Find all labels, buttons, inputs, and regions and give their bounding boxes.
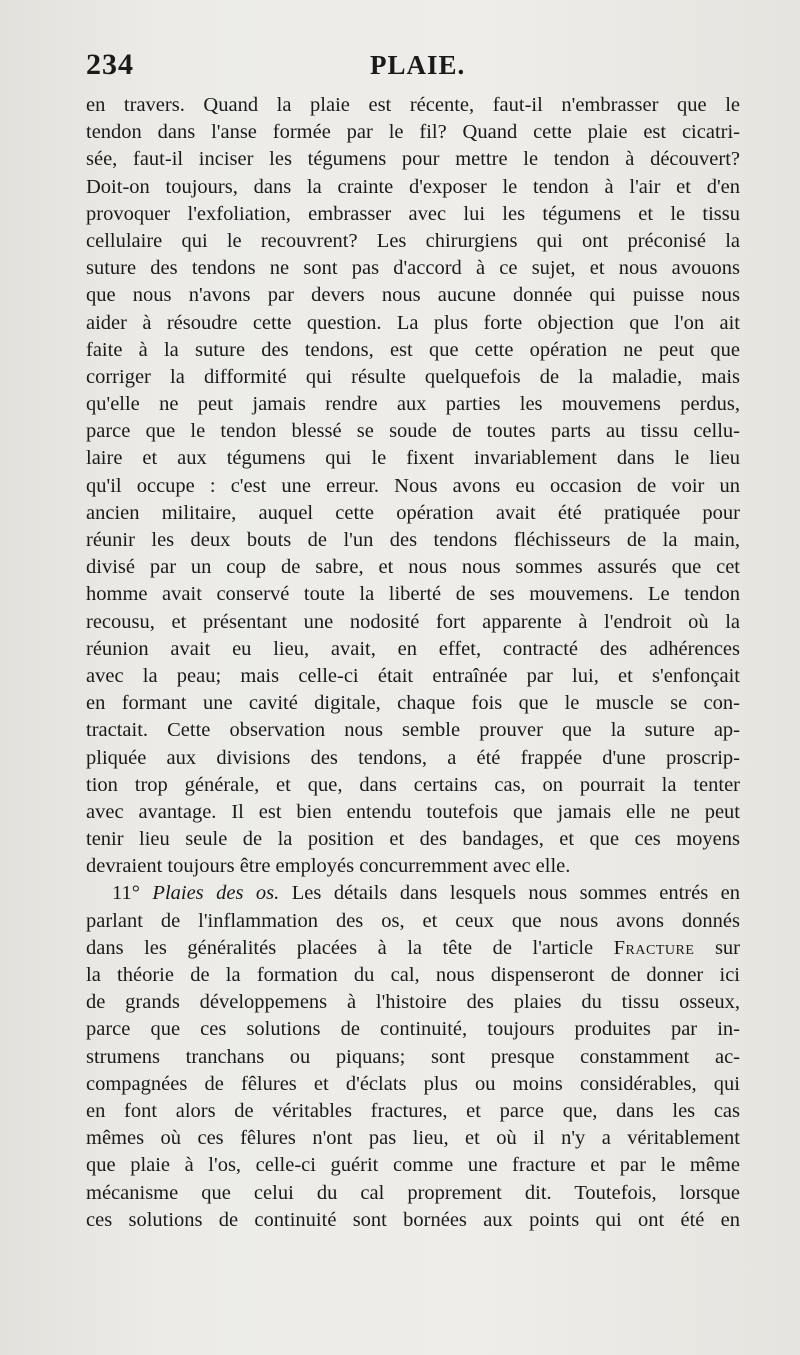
section-number: 11° [112,882,140,905]
text-line: la théorie de la formation du cal, nous dispenseront de donner ici [86,964,740,986]
text-line: cellulaire qui le recouvrent? Les chirurgiens qui ont préconisé la [86,229,740,252]
text-line: mêmes où ces fêlures n'ont pas lieu, et où il n'y a véritablement [86,1127,740,1150]
text-line: tenir lieu seule de la position et des bandages, et que ces moyens [86,828,740,851]
section-heading: Plaies des os. [152,882,280,905]
text-line: en font alors de véritables fractures, et parce que, dans les cas [86,1099,740,1122]
article-reference: Fracture [613,936,695,959]
text-line: devraient toujours être employés concurremment avec elle. [86,855,571,878]
text-line: mécanisme que celui du cal proprement dit. Toutefois, lorsque [86,1181,740,1204]
text-line: réunir les deux bouts de l'un des tendons fléchisseurs de la main, [86,529,740,551]
text-line: qu'elle ne peut jamais rendre aux parties les mouvemens perdus, [86,393,740,416]
page-number: 234 [86,48,134,81]
text-line: sée, faut-il inciser les tégumens pour mettre le tendon à découvert? [86,148,740,171]
running-title: PLAIE. [370,50,466,80]
text-line: tractait. Cette observation nous semble prouver que la suture ap- [86,719,740,742]
text-line: ancien militaire, auquel cette opération avait été pratiquée pour [86,501,740,524]
text-line: avec avantage. Il est bien entendu toutefois que jamais elle ne peut [86,800,740,823]
text-fragment: sur [714,936,740,959]
text-line: tendon dans l'anse formée par le fil? Quand cette plaie est cicatri- [86,121,740,144]
text-line: qu'il occupe : c'est une erreur. Nous avons eu occasion de voir un [86,474,740,497]
text-line: faite à la suture des tendons, est que cette opération ne peut que [86,338,740,361]
text-line: ces solutions de continuité sont bornées aux points qui ont été en [86,1208,740,1231]
text-line: suture des tendons ne sont pas d'accord à ce sujet, et nous avouons [86,257,740,280]
text-line: aider à résoudre cette question. La plus forte objection que l'on ait [86,311,740,334]
text-line: en travers. Quand la plaie est récente, faut-il n'embrasser que le [86,94,740,116]
text-line: avec la peau; mais celle-ci était entraînée par lui, et s'enfonçait [86,664,740,687]
body-text [86,92,740,1234]
text-line: que plaie à l'os, celle-ci guérit comme une fracture et par le même [86,1154,740,1177]
text-line: que nous n'avons par devers nous aucune donnée qui puisse nous [86,284,740,307]
section-text: Les détails dans lesquels nous sommes entrés en [291,882,740,905]
section-heading-line [86,880,740,907]
text-line: parlant de l'inflammation des os, et ceux que nous avons donnés [86,909,740,932]
text-line-with-reference [86,935,740,962]
text-line: provoquer l'exfoliation, embrasser avec lui les tégumens et le tissu [86,202,740,225]
text-line: laire et aux tégumens qui le fixent invariablement dans le lieu [86,447,740,470]
text-line: tion trop générale, et que, dans certains cas, on pourrait la tenter [86,773,740,796]
text-line: compagnées de fêlures et d'éclats plus ou moins considérables, qui [86,1072,740,1095]
text-line: recousu, et présentant une nodosité fort apparente à l'endroit où la [86,610,740,633]
text-line: pliquée aux divisions des tendons, a été frappée d'une proscrip- [86,746,740,769]
text-line: parce que ces solutions de continuité, toujours produites par in- [86,1018,740,1041]
text-fragment: dans les généralités placées à la tête de l'article [86,936,594,959]
text-line: corriger la difformité qui résulte quelquefois de la maladie, mais [86,365,740,388]
text-line: parce que le tendon blessé se soude de toutes parts au tissu cellu- [86,420,740,443]
text-line: divisé par un coup de sabre, et nous nous sommes assurés que cet [86,556,740,579]
text-line: de grands développemens à l'histoire des plaies du tissu osseux, [86,991,740,1014]
text-line: strumens tranchans ou piquans; sont presque constamment ac- [86,1045,740,1068]
text-line: en formant une cavité digitale, chaque fois que le muscle se con- [86,692,740,715]
text-line: réunion avait eu lieu, avait, en effet, contracté des adhérences [86,637,740,660]
text-line: Doit-on toujours, dans la crainte d'exposer le tendon à l'air et d'en [86,175,740,198]
text-line: homme avait conservé toute la liberté de ses mouvemens. Le tendon [86,583,740,606]
running-head [86,48,738,88]
